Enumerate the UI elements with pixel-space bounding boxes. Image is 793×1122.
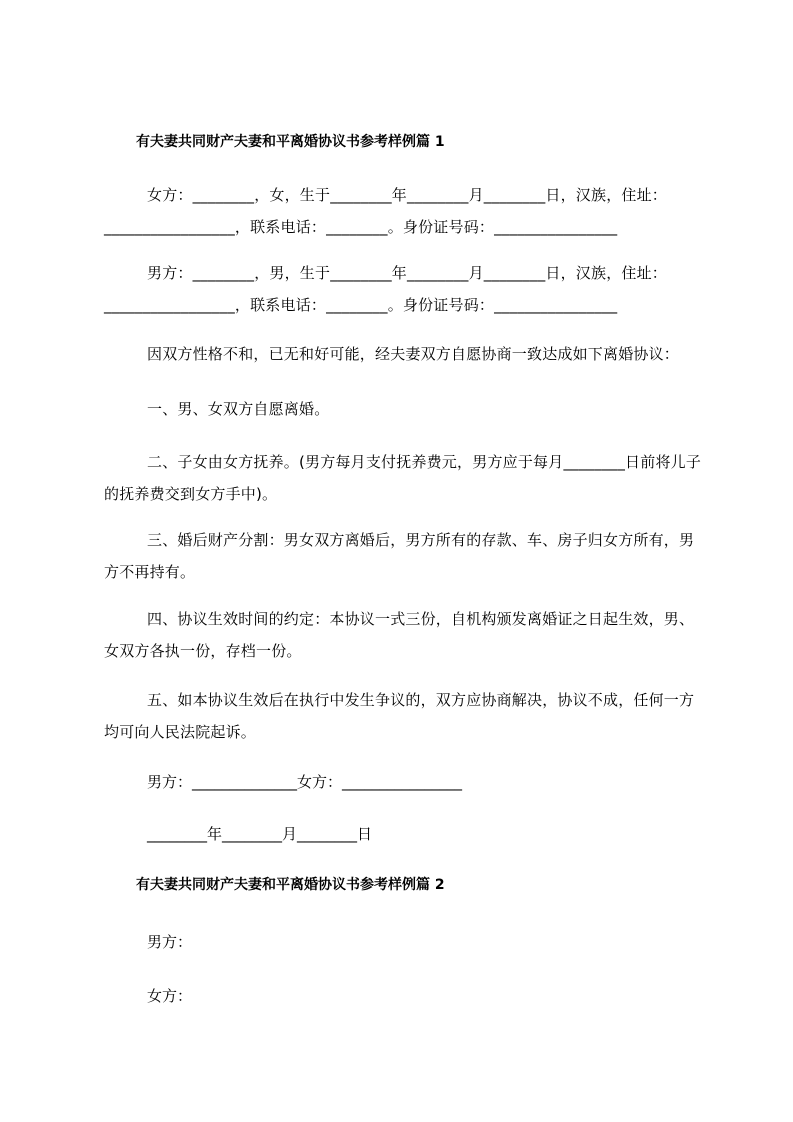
clause-1: 一、男、女双方自愿离婚。 xyxy=(147,400,330,418)
female-party-info: 女方：________，女，生于________年________月________日，汉族，住址：_________________，联系电话：________。身份证号码：________________ xyxy=(104,186,668,236)
date-line: ________年________月________日 xyxy=(147,825,373,843)
clause-5: 五、如本协议生效后在执行中发生争议的，双方应协商解决，协议不成，任何一方均可向人民法院起诉。 xyxy=(104,691,695,741)
female-party-label: 女方： xyxy=(147,987,193,1005)
signature-line: 男方：______________女方：________________ xyxy=(147,773,463,791)
divorce-reason: 因双方性格不和，已无和好可能，经夫妻双方自愿协商一致达成如下离婚协议： xyxy=(147,345,680,363)
clause-2: 二、子女由女方抚养。(男方每月支付抚养费元，男方应于每月________日前将儿子的抚养费交到女方手中)。 xyxy=(104,453,702,503)
section-heading-2: 有夫妻共同财产夫妻和平离婚协议书参考样例篇 2 xyxy=(136,877,445,893)
male-party-label: 男方： xyxy=(147,933,193,951)
clause-3: 三、婚后财产分割：男女双方离婚后，男方所有的存款、车、房子归女方所有，男方不再持有。 xyxy=(104,531,695,581)
section-heading-1: 有夫妻共同财产夫妻和平离婚协议书参考样例篇 1 xyxy=(136,134,445,150)
clause-4: 四、协议生效时间的约定：本协议一式三份，自机构颁发离婚证之日起生效，男、女双方各执一份，存档一份。 xyxy=(104,610,695,660)
male-party-info: 男方：________，男，生于________年________月________日，汉族，住址：_________________，联系电话：________。身份证号码：________________ xyxy=(104,264,668,314)
